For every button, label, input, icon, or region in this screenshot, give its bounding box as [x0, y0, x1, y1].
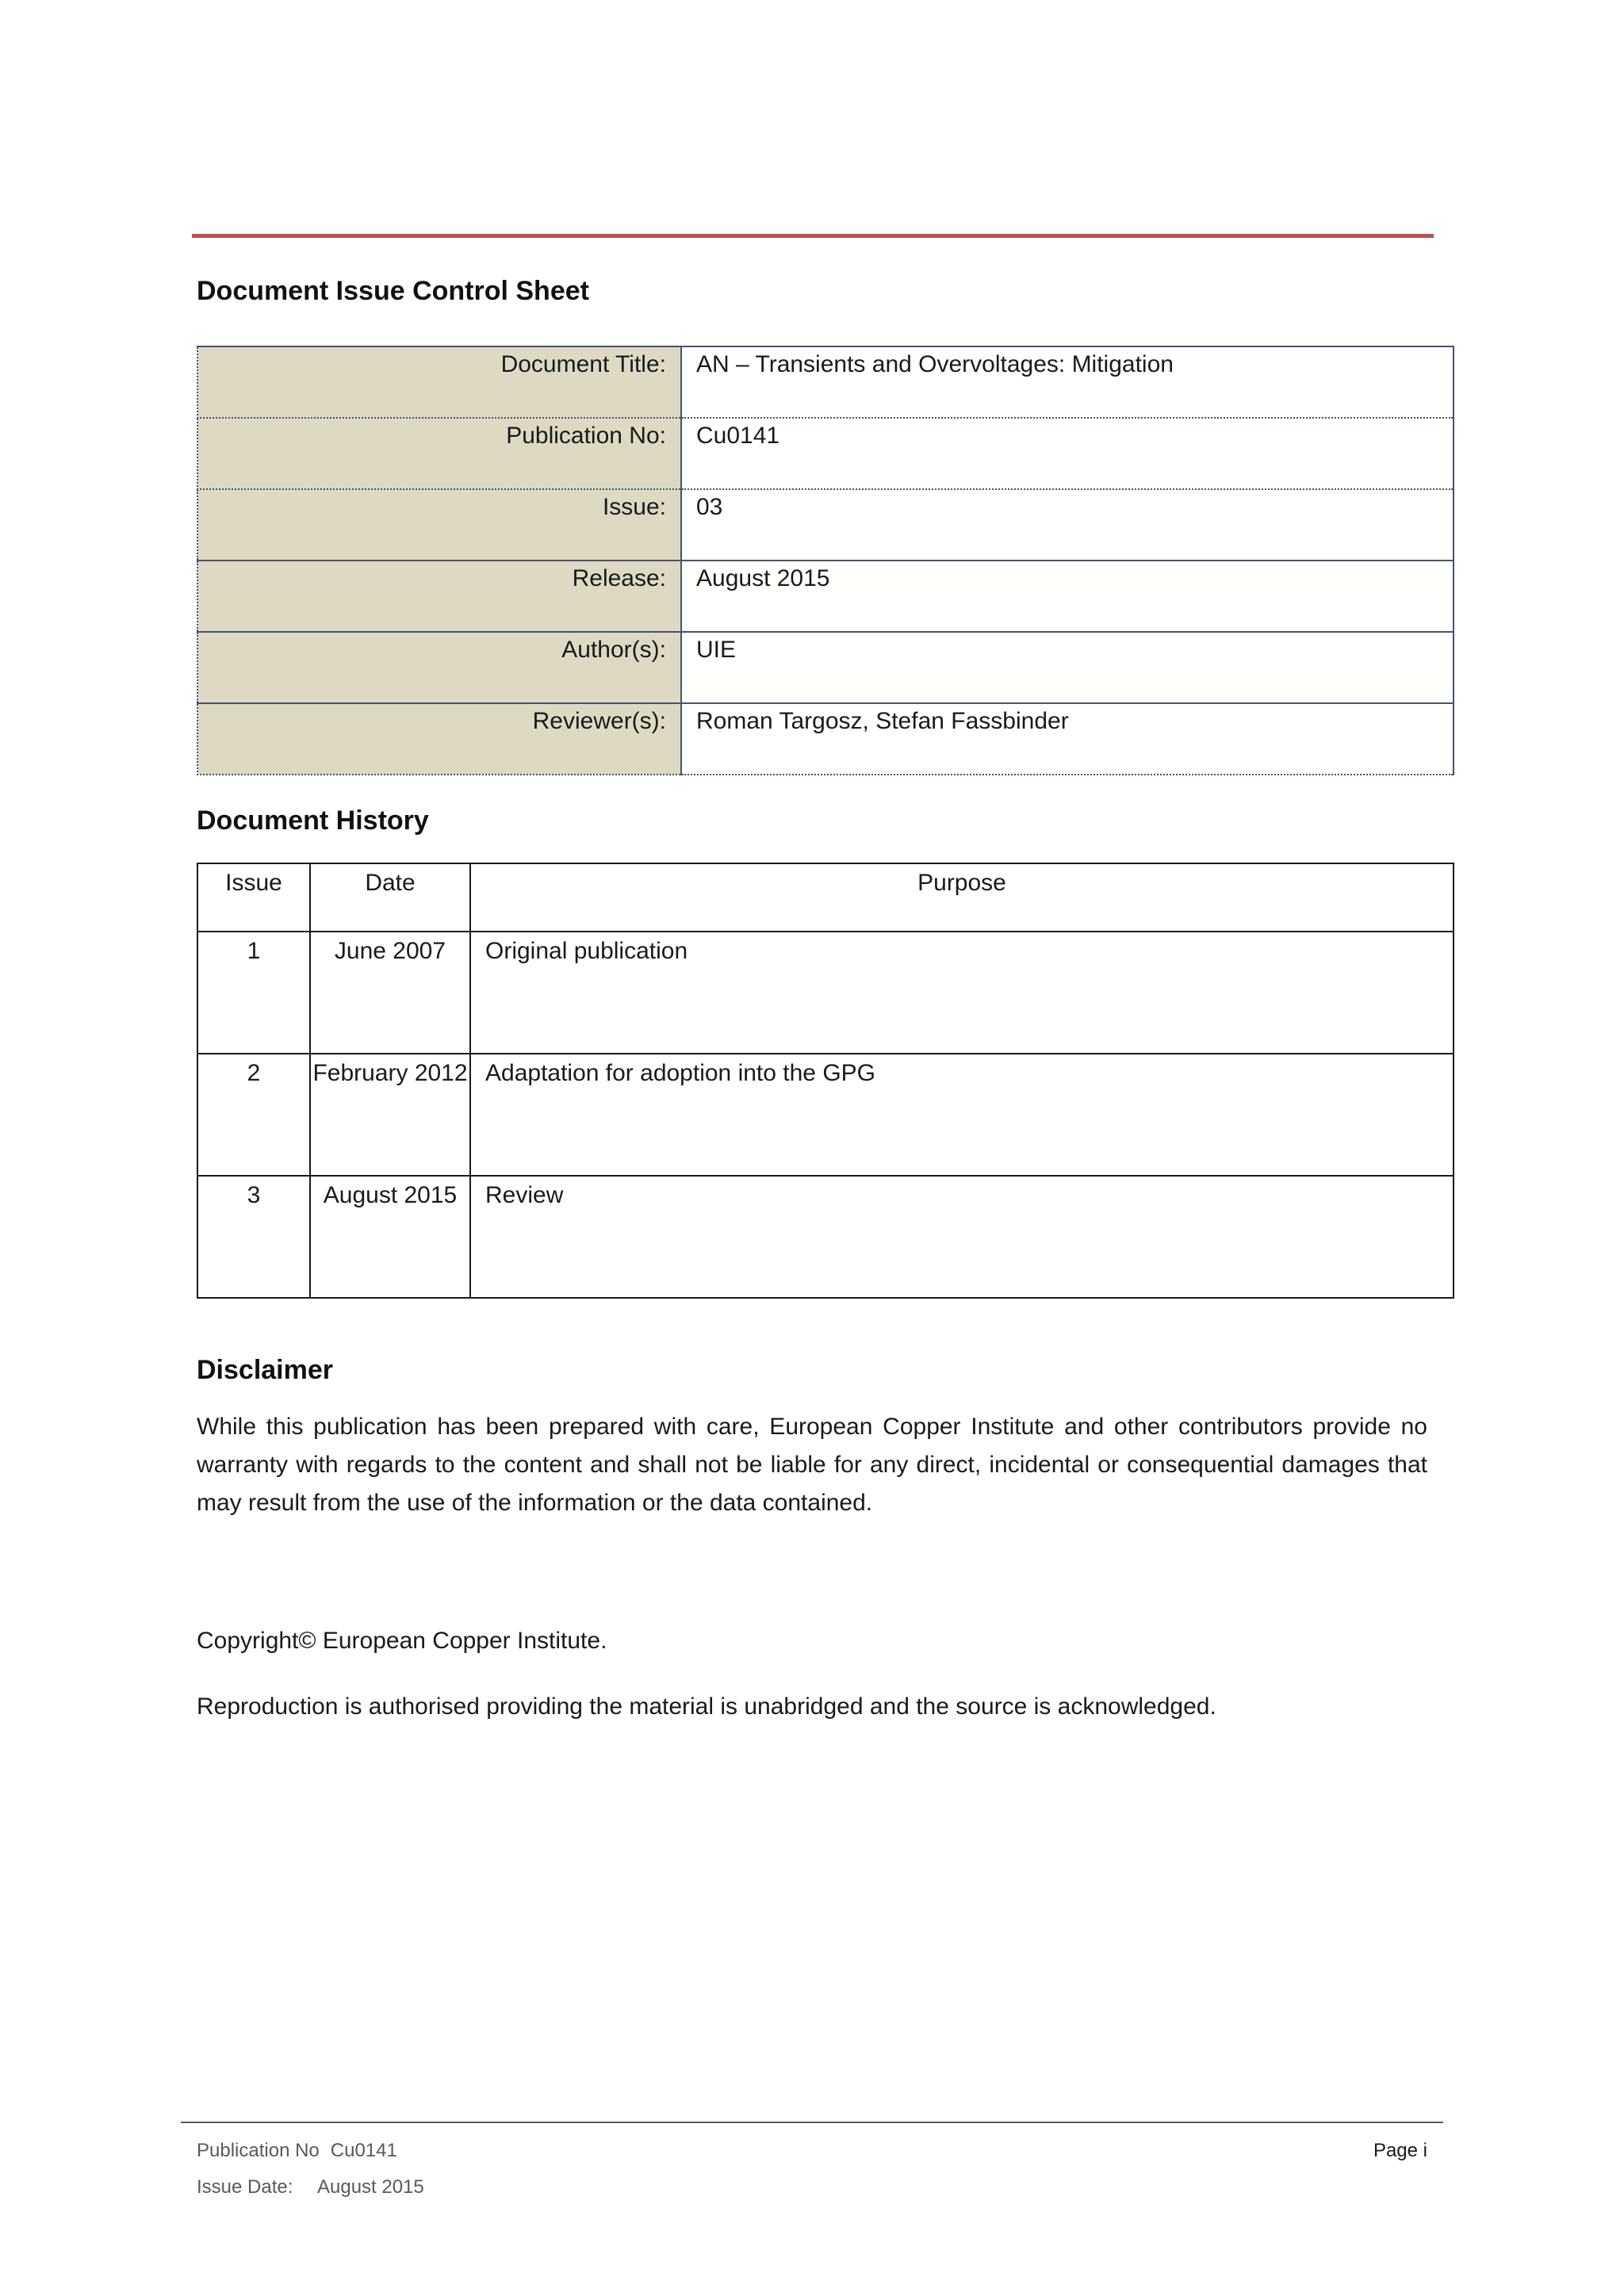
disclaimer-text: While this publication has been prepared with care, European Copper Institute and other contributors provide no warranty with regards to the content and shall not be liable for any direct, incidental or consequential damages that may result from the use of the information or the data contained.	[197, 1414, 1427, 1516]
column-header-issue: Issue	[197, 863, 310, 932]
field-value: UIE	[681, 632, 1454, 703]
issue-cell: 1	[197, 932, 310, 1054]
table-row	[197, 932, 1454, 1054]
date-cell: June 2007	[310, 932, 470, 1054]
publication-label: Publication No	[197, 2140, 320, 2161]
field-label: Author(s):	[197, 632, 681, 703]
footer-info	[197, 2133, 424, 2206]
field-label: Release:	[197, 561, 681, 632]
field-label: Publication No:	[197, 418, 681, 489]
field-value: Cu0141	[681, 418, 1454, 489]
issue-cell: 3	[197, 1176, 310, 1298]
purpose-cell: Adaptation for adoption into the GPG	[470, 1054, 1454, 1176]
history-table	[197, 863, 1454, 1299]
footer-rule	[181, 2122, 1443, 2123]
date-cell: February 2012	[310, 1054, 470, 1176]
control-sheet-heading: Document Issue Control Sheet	[197, 276, 589, 306]
copyright-text: Copyright© European Copper Institute.	[197, 1628, 607, 1654]
history-header-row	[197, 863, 1454, 932]
column-header-date: Date	[310, 863, 470, 932]
field-value: Roman Targosz, Stefan Fassbinder	[681, 703, 1454, 775]
table-row	[197, 1176, 1454, 1298]
table-row	[197, 1054, 1454, 1176]
history-heading: Document History	[197, 806, 429, 836]
column-header-purpose: Purpose	[470, 863, 1454, 932]
control-row-reviewers	[197, 703, 1454, 775]
control-sheet-table	[197, 346, 1454, 775]
footer-publication	[197, 2133, 424, 2169]
control-row-release	[197, 561, 1454, 632]
control-row-title	[197, 346, 1454, 418]
footer-issue-date	[197, 2169, 424, 2206]
field-label: Reviewer(s):	[197, 703, 681, 775]
header-rule	[192, 234, 1434, 238]
field-label: Issue:	[197, 489, 681, 561]
page-number: Page i	[1373, 2140, 1427, 2161]
issue-date-label: Issue Date:	[197, 2176, 293, 2198]
control-row-authors	[197, 632, 1454, 703]
purpose-cell: Review	[470, 1176, 1454, 1298]
control-row-publication	[197, 418, 1454, 489]
field-value: August 2015	[681, 561, 1454, 632]
field-label: Document Title:	[197, 346, 681, 418]
purpose-cell: Original publication	[470, 932, 1454, 1054]
issue-date-value: August 2015	[317, 2176, 424, 2198]
reproduction-text: Reproduction is authorised providing the material is unabridged and the source is acknowledged.	[197, 1693, 1216, 1720]
date-cell: August 2015	[310, 1176, 470, 1298]
field-value: 03	[681, 489, 1454, 561]
control-row-issue	[197, 489, 1454, 561]
publication-value: Cu0141	[330, 2140, 397, 2161]
issue-cell: 2	[197, 1054, 310, 1176]
field-value: AN – Transients and Overvoltages: Mitigation	[681, 346, 1454, 418]
disclaimer-heading: Disclaimer	[197, 1355, 333, 1385]
